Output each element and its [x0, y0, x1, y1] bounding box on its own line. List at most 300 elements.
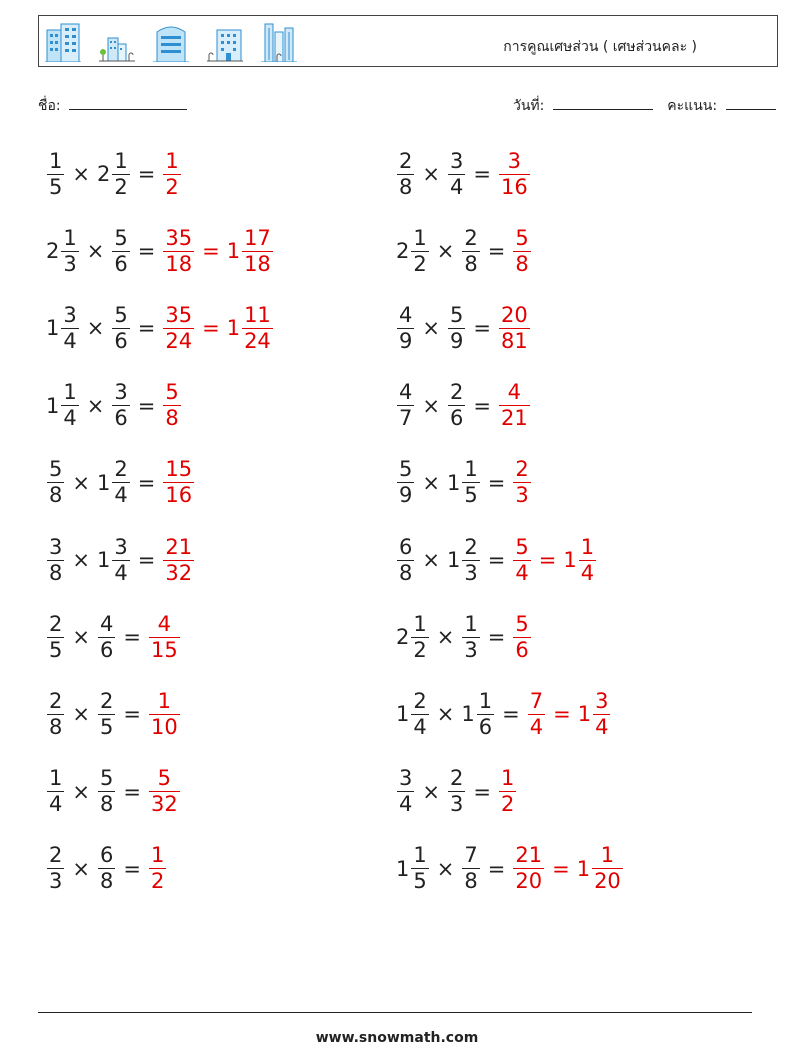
- problem-row: [46, 144, 182, 204]
- denominator: 15: [150, 637, 178, 662]
- denominator: 5: [99, 714, 114, 739]
- whole-number: 1: [96, 470, 111, 495]
- name-label: ชื่อ:: [38, 98, 61, 114]
- denominator: 6: [114, 328, 128, 353]
- times-sign: ×: [72, 702, 90, 727]
- mixed-answer: [563, 534, 597, 585]
- numerator: 1: [600, 843, 615, 868]
- times-sign: ×: [86, 316, 105, 341]
- mixed-answer: [226, 225, 274, 276]
- fraction: [112, 534, 129, 585]
- numerator: 1: [150, 843, 165, 868]
- numerator: 1: [464, 611, 478, 636]
- operand: [461, 845, 480, 892]
- times-sign: ×: [86, 393, 105, 418]
- footer-url: www.snowmath.com: [315, 1030, 479, 1046]
- numerator: 4: [507, 380, 522, 405]
- times-sign: ×: [72, 470, 90, 495]
- fraction: [163, 225, 194, 276]
- numerator: 4: [399, 380, 413, 405]
- numerator: 35: [165, 302, 193, 327]
- numerator: 5: [449, 302, 464, 327]
- whole-number: 1: [46, 316, 60, 341]
- denominator: 4: [413, 714, 427, 739]
- name-blank[interactable]: [69, 95, 187, 110]
- denominator: 8: [464, 869, 478, 894]
- equals-sign: =: [137, 162, 156, 186]
- fraction: [61, 302, 78, 353]
- fraction: [513, 225, 530, 276]
- equals-sign: =: [123, 779, 141, 804]
- operand: [46, 302, 80, 353]
- problem-row: [46, 607, 181, 667]
- fraction: [477, 688, 494, 739]
- numerator: 2: [449, 380, 464, 405]
- problem-row: [396, 221, 532, 281]
- fraction: [513, 534, 530, 585]
- date-score-fields: [513, 95, 776, 117]
- fraction: [163, 302, 194, 353]
- fraction: [242, 225, 273, 276]
- numerator: 2: [464, 534, 478, 559]
- whole-number: 1: [563, 548, 577, 572]
- denominator: 24: [244, 328, 271, 353]
- problem-row: [46, 453, 195, 513]
- numerator: 15: [165, 457, 193, 482]
- fraction: [448, 382, 465, 429]
- equals-sign: =: [502, 702, 520, 727]
- numerator: 7: [464, 843, 478, 868]
- problem-row: [396, 762, 517, 822]
- denominator: 3: [464, 637, 478, 662]
- times-sign: ×: [422, 162, 440, 186]
- times-sign: ×: [72, 779, 90, 804]
- numerator: 1: [165, 148, 179, 173]
- operand: [396, 302, 415, 353]
- fraction: [593, 688, 610, 739]
- whole-number: 1: [577, 702, 592, 727]
- operand: [46, 534, 65, 585]
- worksheet-header: [38, 15, 778, 67]
- times-sign: ×: [436, 239, 455, 264]
- denominator: 2: [165, 174, 179, 199]
- numerator: 4: [399, 302, 413, 327]
- fraction: [61, 382, 78, 429]
- times-sign: ×: [436, 702, 455, 727]
- numerator: 3: [63, 302, 77, 327]
- problem-row: [46, 762, 181, 822]
- numerator: 7: [529, 688, 544, 713]
- numerator: 5: [165, 380, 179, 405]
- denominator: 4: [515, 560, 529, 585]
- denominator: 81: [500, 328, 528, 353]
- denominator: 8: [399, 560, 413, 585]
- fraction: [411, 845, 428, 892]
- denominator: 18: [165, 251, 193, 276]
- numerator: 1: [413, 225, 427, 250]
- numerator: 11: [244, 302, 271, 327]
- numerator: 3: [114, 534, 128, 559]
- numerator: 6: [99, 843, 114, 868]
- equals-sign: =: [137, 316, 156, 341]
- denominator: 8: [49, 714, 63, 739]
- operand: [447, 302, 466, 353]
- numerator: 1: [413, 843, 427, 868]
- numerator: 1: [464, 457, 478, 482]
- numerator: 5: [515, 534, 529, 559]
- denominator: 3: [464, 560, 478, 585]
- operand: [461, 611, 480, 662]
- equals-sign: =: [123, 702, 141, 727]
- denominator: 32: [165, 560, 193, 585]
- numerator: 1: [63, 380, 77, 405]
- denominator: 20: [515, 869, 543, 894]
- fraction: [47, 459, 64, 506]
- denominator: 20: [594, 869, 621, 894]
- whole-number: 2: [46, 239, 60, 264]
- numerator: 2: [449, 766, 464, 791]
- denominator: 5: [464, 483, 478, 508]
- whole-number: 1: [576, 856, 591, 881]
- problem-row: [396, 530, 597, 590]
- operand: [46, 688, 65, 739]
- fraction: [242, 302, 273, 353]
- numerator: 2: [99, 688, 114, 713]
- numerator: 5: [399, 457, 413, 482]
- date-blank[interactable]: [553, 95, 653, 110]
- denominator: 10: [150, 714, 178, 739]
- denominator: 8: [99, 792, 114, 817]
- problem-row: [396, 607, 532, 667]
- fraction: [112, 148, 129, 199]
- denominator: 8: [49, 560, 63, 585]
- operand: [396, 459, 415, 506]
- problem-row: [46, 221, 274, 281]
- operand: [447, 382, 466, 429]
- equals-sign: =: [123, 625, 141, 650]
- operand: [46, 611, 65, 662]
- denominator: 3: [63, 251, 77, 276]
- times-sign: ×: [436, 625, 455, 650]
- score-label: คะแนน:: [667, 98, 718, 114]
- equals-sign: =: [487, 625, 506, 650]
- numerator: 2: [49, 843, 63, 868]
- building-icon: [45, 22, 81, 62]
- problem-row: [46, 684, 181, 744]
- fraction: [163, 534, 194, 585]
- fraction: [112, 459, 129, 506]
- operand: [97, 768, 116, 815]
- equals-sign: =: [487, 548, 506, 572]
- whole-number: 1: [461, 702, 475, 727]
- denominator: 7: [399, 406, 413, 431]
- operand: [396, 382, 415, 429]
- operand: [396, 688, 430, 739]
- mixed-answer: [226, 302, 274, 353]
- operand: [46, 845, 65, 892]
- fraction: [98, 611, 115, 662]
- times-sign: ×: [422, 470, 440, 495]
- operand: [396, 534, 415, 585]
- numerator: 1: [49, 766, 63, 791]
- operand: [461, 225, 480, 276]
- whole-number: 1: [226, 239, 241, 264]
- fraction: [149, 768, 180, 815]
- numerator: 2: [399, 148, 413, 173]
- mixed-answer: [577, 845, 624, 892]
- numerator: 21: [165, 534, 193, 559]
- denominator: 16: [500, 174, 528, 199]
- operand: [396, 611, 430, 662]
- numerator: 3: [595, 688, 609, 713]
- denominator: 5: [413, 869, 427, 894]
- fraction: [462, 225, 479, 276]
- problem-row: [396, 684, 611, 744]
- operand: [447, 459, 481, 506]
- numerator: 4: [99, 611, 114, 636]
- denominator: 6: [114, 251, 128, 276]
- name-field: [38, 95, 187, 117]
- equals-sign: =: [202, 316, 220, 341]
- fraction: [112, 382, 129, 429]
- numerator: 3: [399, 766, 413, 791]
- equals-sign: =: [487, 239, 506, 264]
- fraction: [397, 459, 414, 506]
- operand: [446, 534, 481, 585]
- whole-number: 1: [446, 548, 461, 572]
- operand: [447, 768, 466, 815]
- problem-row: [396, 144, 531, 204]
- denominator: 6: [99, 637, 114, 662]
- numerator: 20: [500, 302, 528, 327]
- fraction: [513, 611, 530, 662]
- fraction: [592, 845, 623, 892]
- operand: [46, 225, 80, 276]
- denominator: 4: [49, 792, 63, 817]
- whole-number: 1: [96, 548, 111, 572]
- problem-row: [396, 839, 624, 899]
- numerator: 2: [515, 457, 529, 482]
- fraction: [499, 148, 530, 199]
- denominator: 8: [399, 174, 413, 199]
- equals-sign: =: [473, 316, 491, 341]
- times-sign: ×: [422, 779, 440, 804]
- denominator: 2: [150, 869, 165, 894]
- logo-strip: [45, 22, 297, 62]
- mixed-answer: [577, 688, 612, 739]
- numerator: 1: [413, 611, 427, 636]
- denominator: 9: [399, 483, 413, 508]
- numerator: 5: [515, 225, 529, 250]
- numerator: 6: [399, 534, 413, 559]
- fraction: [98, 768, 115, 815]
- footer-divider: [38, 1012, 752, 1013]
- numerator: 2: [464, 225, 478, 250]
- fraction: [98, 845, 115, 892]
- numerator: 5: [114, 302, 128, 327]
- fraction: [163, 382, 180, 429]
- numerator: 5: [515, 611, 529, 636]
- operand: [111, 382, 130, 429]
- times-sign: ×: [86, 239, 105, 264]
- denominator: 2: [413, 251, 427, 276]
- times-sign: ×: [422, 548, 440, 572]
- times-sign: ×: [72, 548, 90, 572]
- denominator: 4: [449, 174, 464, 199]
- operand: [97, 459, 131, 506]
- fraction: [499, 382, 530, 429]
- operand: [46, 382, 80, 429]
- times-sign: ×: [72, 625, 90, 650]
- equals-sign: =: [552, 856, 570, 881]
- numerator: 1: [49, 148, 63, 173]
- denominator: 4: [580, 560, 595, 585]
- fraction: [411, 688, 428, 739]
- problem-row: [396, 376, 531, 436]
- whole-number: 2: [96, 162, 111, 186]
- numerator: 1: [500, 766, 515, 791]
- denominator: 8: [464, 251, 478, 276]
- whole-number: 2: [396, 239, 410, 264]
- denominator: 2: [413, 637, 427, 662]
- fraction: [112, 302, 129, 353]
- fraction: [47, 768, 64, 815]
- denominator: 6: [449, 406, 464, 431]
- score-blank[interactable]: [726, 95, 776, 110]
- equals-sign: =: [137, 548, 156, 572]
- times-sign: ×: [72, 856, 90, 881]
- denominator: 18: [244, 251, 271, 276]
- problem-row: [46, 839, 167, 899]
- equals-sign: =: [553, 702, 571, 727]
- equals-sign: =: [137, 239, 156, 264]
- fraction: [149, 611, 180, 662]
- operand: [111, 302, 130, 353]
- fraction: [47, 688, 64, 739]
- operand: [96, 534, 131, 585]
- denominator: 4: [63, 328, 77, 353]
- denominator: 5: [49, 637, 63, 662]
- skyscraper-icon: [261, 22, 297, 62]
- numerator: 4: [157, 611, 172, 636]
- numerator: 3: [114, 380, 128, 405]
- numerator: 2: [49, 688, 63, 713]
- numerator: 1: [63, 225, 77, 250]
- fraction: [579, 534, 596, 585]
- denominator: 4: [595, 714, 609, 739]
- fraction: [411, 611, 428, 662]
- building-lamp-icon: [207, 26, 243, 62]
- denominator: 32: [150, 792, 178, 817]
- numerator: 1: [478, 688, 493, 713]
- numerator: 5: [114, 225, 128, 250]
- worksheet-title: การคูณเศษส่วน ( เศษส่วนคละ ): [503, 39, 697, 55]
- numerator: 1: [157, 688, 172, 713]
- denominator: 6: [515, 637, 529, 662]
- fraction: [462, 845, 479, 892]
- fraction: [61, 225, 78, 276]
- equals-sign: =: [123, 856, 141, 881]
- fraction: [528, 688, 545, 739]
- operand: [46, 148, 65, 199]
- equals-sign: =: [473, 162, 491, 186]
- equals-sign: =: [202, 239, 220, 264]
- numerator: 2: [114, 457, 128, 482]
- denominator: 2: [114, 174, 128, 199]
- whole-number: 1: [446, 470, 461, 495]
- fraction: [448, 148, 465, 199]
- fraction: [98, 688, 115, 739]
- fraction: [397, 302, 414, 353]
- operand: [46, 768, 65, 815]
- denominator: 4: [114, 483, 128, 508]
- numerator: 5: [99, 766, 114, 791]
- numerator: 2: [413, 688, 427, 713]
- operand: [111, 225, 130, 276]
- fraction: [397, 768, 414, 815]
- whole-number: 1: [226, 316, 241, 341]
- equals-sign: =: [473, 393, 491, 418]
- times-sign: ×: [422, 393, 440, 418]
- fraction: [448, 768, 465, 815]
- fraction: [499, 302, 530, 353]
- problem-row: [46, 298, 274, 358]
- numerator: 3: [449, 148, 464, 173]
- denominator: 24: [165, 328, 193, 353]
- equals-sign: =: [137, 470, 156, 495]
- numerator: 17: [244, 225, 271, 250]
- operand: [396, 768, 415, 815]
- fraction: [47, 611, 64, 662]
- fraction: [397, 148, 414, 199]
- times-sign: ×: [422, 316, 440, 341]
- fraction: [163, 459, 194, 506]
- fraction: [411, 225, 428, 276]
- operand: [46, 459, 65, 506]
- times-sign: ×: [436, 856, 455, 881]
- denominator: 4: [399, 792, 413, 817]
- denominator: 4: [114, 560, 128, 585]
- operand: [96, 148, 131, 199]
- operand: [396, 845, 430, 892]
- building-tree-icon: [99, 32, 135, 62]
- date-label: วันที่:: [513, 98, 545, 114]
- denominator: 2: [500, 792, 515, 817]
- fraction: [47, 845, 64, 892]
- whole-number: 2: [396, 625, 410, 650]
- denominator: 8: [515, 251, 529, 276]
- problem-row: [46, 530, 195, 590]
- operand: [97, 611, 116, 662]
- whole-number: 1: [396, 856, 410, 881]
- denominator: 5: [49, 174, 63, 199]
- fraction: [47, 148, 64, 199]
- equals-sign: =: [487, 856, 506, 881]
- denominator: 3: [515, 483, 529, 508]
- fraction: [397, 382, 414, 429]
- denominator: 6: [114, 406, 128, 431]
- fraction: [513, 845, 544, 892]
- equals-sign: =: [137, 393, 156, 418]
- problem-row: [396, 298, 531, 358]
- building-icon: [153, 22, 189, 62]
- numerator: 1: [580, 534, 595, 559]
- whole-number: 1: [46, 393, 60, 418]
- fraction: [112, 225, 129, 276]
- denominator: 8: [165, 406, 179, 431]
- denominator: 16: [165, 483, 193, 508]
- fraction: [448, 302, 465, 353]
